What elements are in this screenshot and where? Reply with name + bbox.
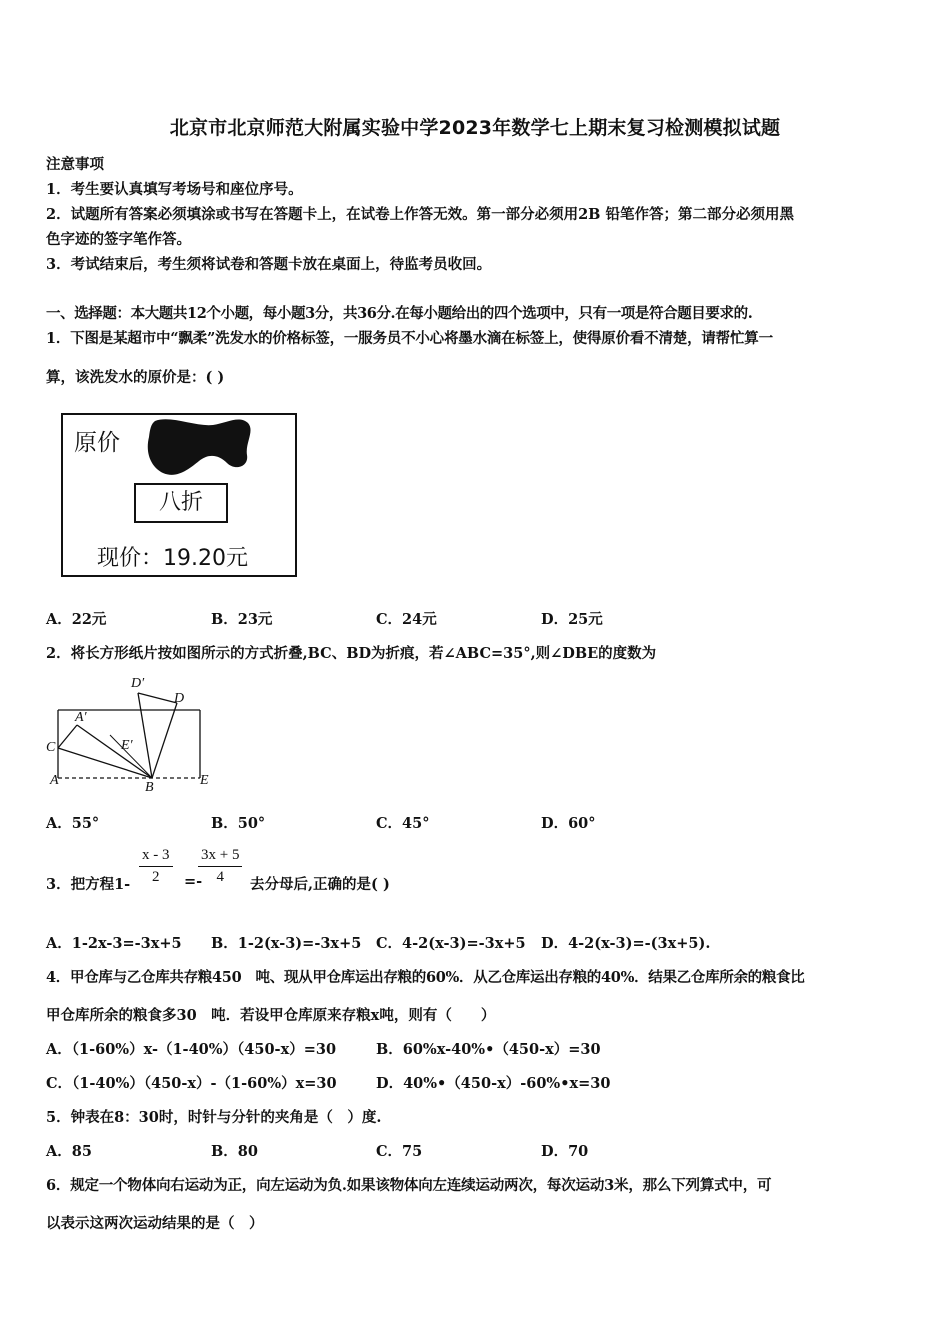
notice-heading: 注意事项 [46,156,104,173]
q3-option-a: A．1-2x-3=-3x+5 [46,935,182,952]
label-a-prime: A′ [75,710,87,725]
price-tag-figure [61,413,297,577]
q6-stem-line2: 以表示这两次运动结果的是（ ） [46,1215,264,1232]
q1-option-b: B．23元 [211,611,273,628]
q2-option-b: B．50° [211,815,266,832]
q1-stem-line2: 算，该洗发水的原价是：( ) [46,369,225,386]
label-d-prime: D′ [131,676,145,691]
tag-original-label: 原价 [74,430,120,456]
q4-stem-line1: 4．甲仓库与乙仓库共存粮450 吨、现从甲仓库运出存粮的60%．从乙仓库运出存粮的40%．结果乙仓库所余的粮食比 [46,969,805,986]
q2-option-c: C．45° [376,815,430,832]
q1-option-a: A．22元 [46,611,107,628]
label-a: A [50,773,59,788]
q3-suffix: 去分母后,正确的是( ) [250,876,390,893]
q3-frac2-denominator: 4 [216,869,224,885]
q5-option-b: B．80 [211,1143,258,1160]
q4-option-a: A．（1-60%）x-（1-40%）（450-x）=30 [46,1041,337,1058]
label-c: C [46,740,56,755]
q2-option-a: A．55° [46,815,100,832]
q1-stem-line1: 1．下图是某超市中“飘柔”洗发水的价格标签，一服务员不小心将墨水滴在标签上，使得原价看不清楚，请帮忙算一 [46,330,773,347]
q1-option-d: D．25元 [541,611,603,628]
q5-stem: 5．钟表在8：30时，时针与分针的夹角是（ ）度. [46,1109,382,1126]
q3-frac1-denominator: 2 [152,869,160,885]
tag-discount-box: 八折 [134,483,228,523]
q5-option-a: A．85 [46,1143,92,1160]
ink-blot-icon [147,417,255,479]
q3-prefix: 3．把方程1- [46,876,131,893]
q5-option-c: C．75 [376,1143,423,1160]
q4-stem-line2: 甲仓库所余的粮食多30 吨．若设甲仓库原来存粮x吨，则有（ ） [46,1007,496,1024]
label-e-prime: E′ [121,738,133,753]
q5-option-d: D．70 [541,1143,589,1160]
q3-frac1-numerator: x - 3 [139,847,173,867]
q4-option-d: D．40%•（450-x）-60%•x=30 [376,1075,611,1092]
notice-item: 3．考试结束后，考生须将试卷和答题卡放在桌面上，待监考员收回。 [46,256,492,273]
q3-option-b: B．1-2(x-3)=-3x+5 [211,935,362,952]
page-title: 北京市北京师范大附属实验中学2023年数学七上期末复习检测模拟试题 [169,117,781,139]
label-d: D [174,691,185,706]
q2-option-d: D．60° [541,815,596,832]
notice-item: 1．考生要认真填写考场号和座位序号。 [46,181,303,198]
q3-option-c: C．4-2(x-3)=-3x+5 [376,935,526,952]
q4-option-b: B．60%x-40%•（450-x）=30 [376,1041,601,1058]
label-b: B [145,780,154,795]
notice-item: 2．试题所有答案必须填涂或书写在答题卡上，在试卷上作答无效。第一部分必须用2B 铅笔作答；第二部分必须用黑 [46,206,794,223]
q3-fraction-2 [198,847,242,886]
label-e: E [200,773,209,788]
q4-option-c: C．（1-40%）（450-x）-（1-60%）x=30 [46,1075,337,1092]
q3-frac2-numerator: 3x + 5 [198,847,242,867]
q1-option-c: C．24元 [376,611,437,628]
q6-stem-line1: 6．规定一个物体向右运动为正，向左运动为负.如果该物体向左连续运动两次，每次运动3米，那么下列算式中，可 [46,1177,772,1194]
q3-fraction-1 [139,847,173,886]
tag-current-price: 现价：19.20元 [97,546,248,571]
section-heading: 一、选择题：本大题共12个小题，每小题3分，共36分.在每小题给出的四个选项中，只有一项是符合题目要求的. [46,305,753,322]
q3-option-d: D．4-2(x-3)=-(3x+5). [541,935,711,952]
notice-item: 色字迹的签字笔作答。 [46,231,191,248]
q3-middle: =- [184,873,203,890]
q2-stem: 2．将长方形纸片按如图所示的方式折叠,BC、BD为折痕，若∠ABC=35°,则∠DBE的度数为 [46,645,657,662]
